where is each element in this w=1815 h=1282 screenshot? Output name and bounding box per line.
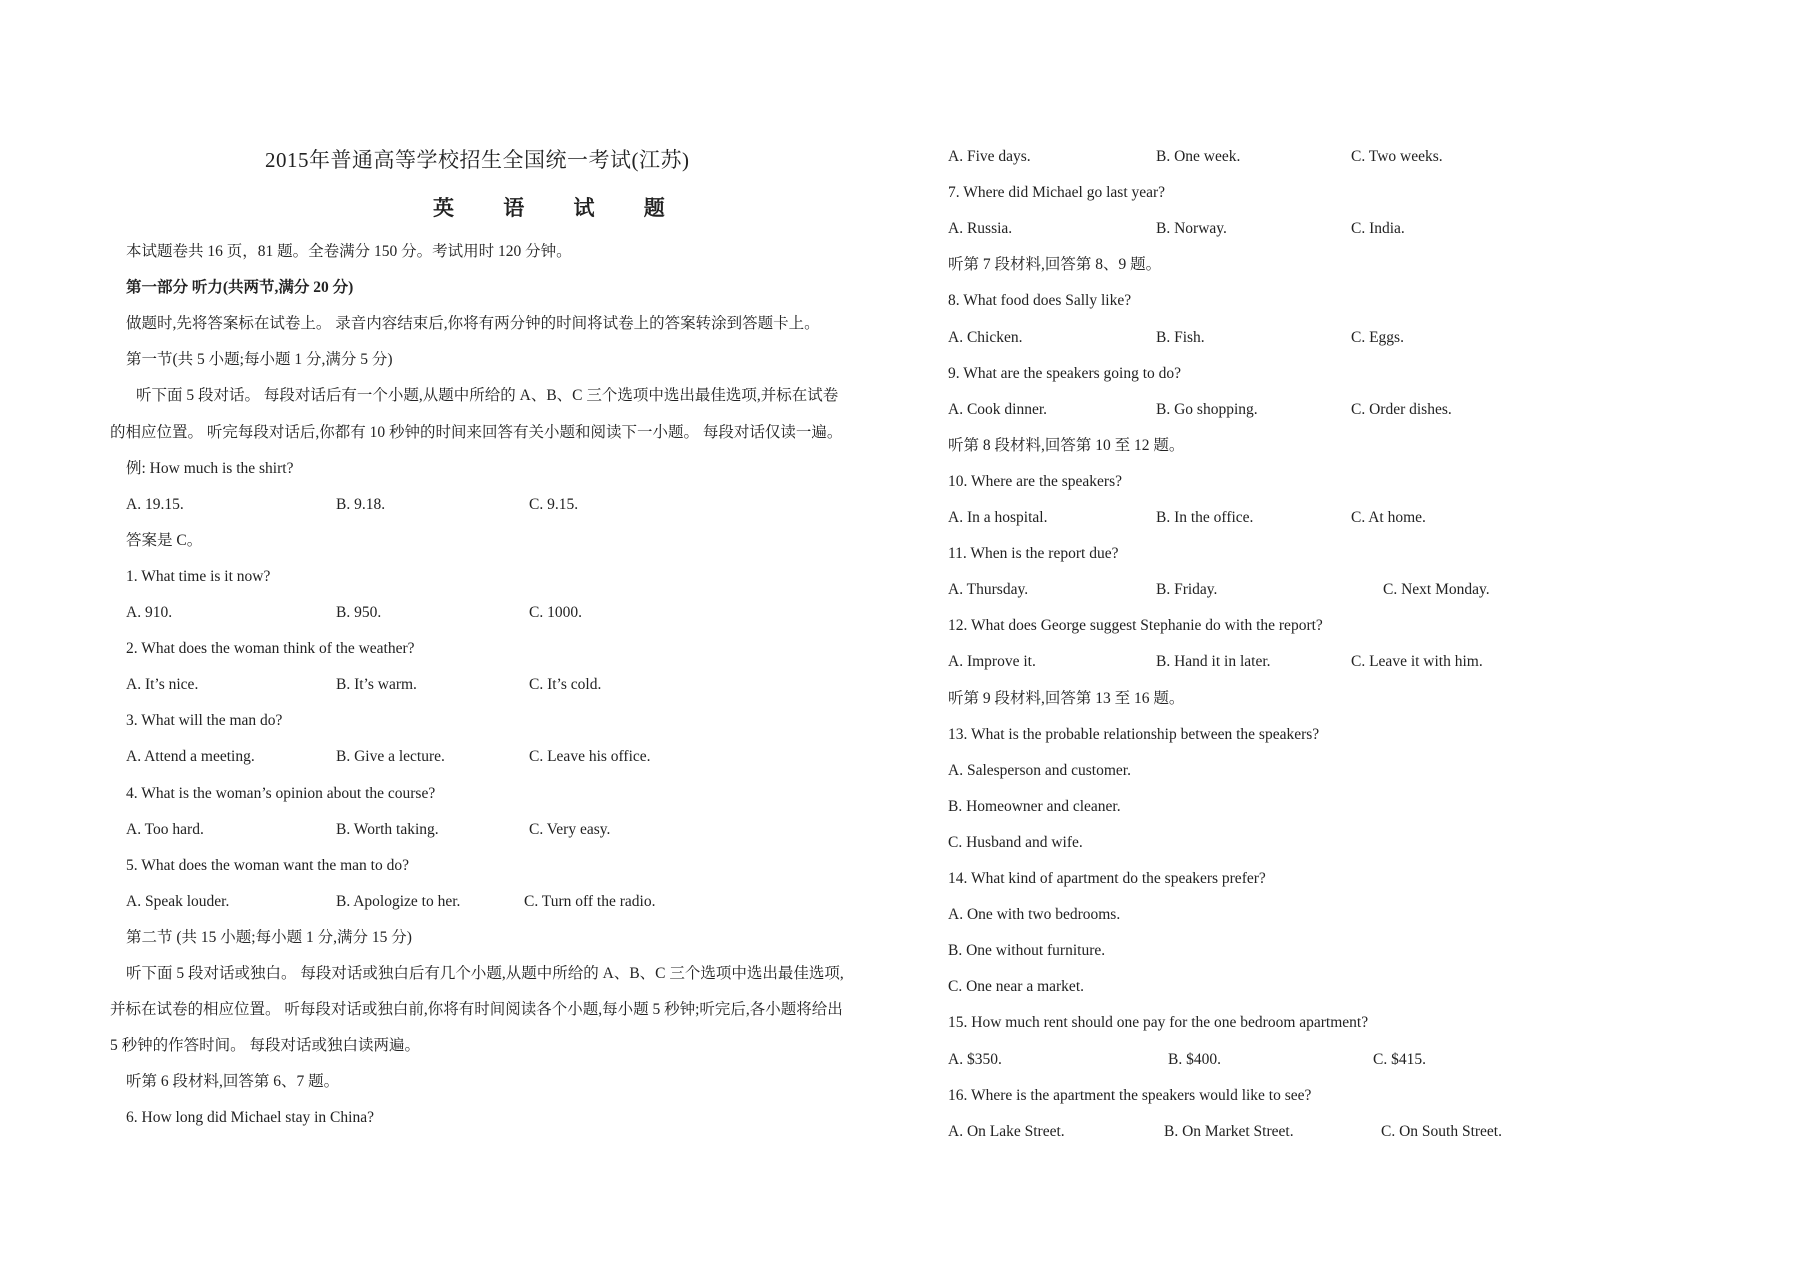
exam-title: 2015年普通高等学校招生全国统一考试(江苏) — [265, 148, 690, 172]
answer-options — [126, 675, 926, 695]
option-c: C. Turn off the radio. — [524, 892, 656, 910]
option-a: A. 19.15. — [126, 495, 184, 513]
instruction-text: 听下面 5 段对话或独白。 每段对话或独白后有几个小题,从题中所给的 A、B、C 三个选项中选出最佳选项, — [126, 965, 844, 982]
option-a: A. Too hard. — [126, 820, 204, 838]
question-text: 10. Where are the speakers? — [948, 472, 1122, 490]
question-text: 2. What does the woman think of the weather? — [126, 640, 415, 658]
answer-options — [948, 219, 1748, 239]
option-a: A. Speak louder. — [126, 892, 230, 910]
option-a: A. Five days. — [948, 148, 1031, 165]
question-text: 16. Where is the apartment the speakers would like to see? — [948, 1086, 1312, 1104]
answer-options — [948, 400, 1748, 420]
option-c: C. Order dishes. — [1351, 400, 1452, 418]
option-b: B. Norway. — [1156, 220, 1227, 238]
instruction-text: 第一部分 听力(共两节,满分 20 分) — [126, 279, 354, 297]
answer-options — [948, 147, 1748, 167]
answer-options — [948, 1122, 1748, 1142]
option-a: A. On Lake Street. — [948, 1122, 1065, 1140]
option-b: B. Apologize to her. — [336, 892, 461, 910]
option-b: B. It’s warm. — [336, 676, 417, 694]
instruction-text: 本试题卷共 16 页，81 题。全卷满分 150 分。考试用时 120 分钟。 — [126, 243, 572, 260]
option-c: C. Very easy. — [529, 820, 611, 838]
answer-options — [126, 820, 926, 840]
option-a: A. Improve it. — [948, 653, 1036, 671]
answer-options — [126, 495, 926, 515]
option-b: B. 950. — [336, 604, 382, 621]
option-c: C. Leave it with him. — [1351, 653, 1483, 671]
question-text: 4. What is the woman’s opinion about the course? — [126, 784, 436, 802]
answer-options — [126, 603, 926, 623]
answer-options — [126, 747, 926, 767]
option-b: B. In the office. — [1156, 509, 1254, 526]
instruction-text: 听第 7 段材料,回答第 8、9 题。 — [948, 256, 1162, 274]
option-a: A. It’s nice. — [126, 676, 199, 694]
instruction-text: 并标在试卷的相应位置。 听每段对话或独白前,你将有时间阅读各个小题,每小题 5 秒钟;听完后,各小题将给出 — [110, 1001, 843, 1019]
option-b: B. Worth taking. — [336, 820, 439, 838]
option-c: C. Leave his office. — [529, 748, 651, 766]
question-text: 13. What is the probable relationship between the speakers? — [948, 725, 1320, 743]
option-c: C. It’s cold. — [529, 676, 602, 694]
option-c: C. At home. — [1351, 509, 1426, 526]
instruction-text: 第二节 (共 15 小题;每小题 1 分,满分 15 分) — [126, 928, 412, 946]
option-c: C. Two weeks. — [1351, 148, 1443, 165]
instruction-text: 的相应位置。 听完每段对话后,你都有 10 秒钟的时间来回答有关小题和阅读下一小题。 每段对话仅读一遍。 — [110, 423, 843, 441]
instruction-text: 听第 6 段材料,回答第 6、7 题。 — [126, 1073, 340, 1091]
question-text: 14. What kind of apartment do the speakers prefer? — [948, 870, 1266, 887]
question-text: 7. Where did Michael go last year? — [948, 184, 1166, 202]
question-text: 15. How much rent should one pay for the one bedroom apartment? — [948, 1014, 1369, 1032]
answer-options — [948, 652, 1748, 672]
option-text: C. One near a market. — [948, 978, 1084, 996]
instruction-text: 第一节(共 5 小题;每小题 1 分,满分 5 分) — [126, 351, 393, 369]
instruction-text: 听第 8 段材料,回答第 10 至 12 题。 — [948, 436, 1185, 454]
instruction-text: 5 秒钟的作答时间。 每段对话或独白读两遍。 — [110, 1037, 421, 1055]
option-a: A. Thursday. — [948, 581, 1029, 599]
option-b: B. Fish. — [1156, 328, 1205, 346]
question-text: 11. When is the report due? — [948, 545, 1119, 563]
question-text: 12. What does George suggest Stephanie do with the report? — [948, 617, 1323, 635]
option-c: C. Next Monday. — [1383, 581, 1490, 599]
option-b: B. On Market Street. — [1164, 1122, 1294, 1140]
option-b: B. 9.18. — [336, 495, 386, 513]
option-text: C. Husband and wife. — [948, 833, 1083, 851]
option-b: B. One week. — [1156, 148, 1241, 165]
instruction-text: 做题时,先将答案标在试卷上。 录音内容结束后,你将有两分钟的时间将试卷上的答案转涂到答题卡上。 — [126, 315, 820, 333]
answer-options — [948, 508, 1748, 528]
option-a: A. Chicken. — [948, 328, 1023, 346]
answer-options — [948, 328, 1748, 348]
question-text: 3. What will the man do? — [126, 712, 283, 730]
option-text: B. Homeowner and cleaner. — [948, 797, 1121, 815]
instruction-text: 听第 9 段材料,回答第 13 至 16 题。 — [948, 689, 1185, 707]
instruction-text: 听下面 5 段对话。 每段对话后有一个小题,从题中所给的 A、B、C 三个选项中选出最佳选项,并标在试卷 — [136, 387, 839, 405]
question-text: 5. What does the woman want the man to do? — [126, 856, 409, 874]
option-b: B. Go shopping. — [1156, 400, 1258, 418]
answer-options — [948, 580, 1748, 600]
option-text: B. One without furniture. — [948, 942, 1106, 960]
option-b: B. Hand it in later. — [1156, 653, 1271, 671]
option-text: A. Salesperson and customer. — [948, 761, 1131, 779]
question-text: 8. What food does Sally like? — [948, 292, 1132, 310]
option-c: C. Eggs. — [1351, 328, 1404, 346]
option-a: A. Attend a meeting. — [126, 748, 255, 766]
option-c: C. India. — [1351, 220, 1405, 238]
answer-options — [948, 1050, 1748, 1070]
exam-subtitle: 英 语 试 题 — [433, 196, 687, 220]
option-a: A. In a hospital. — [948, 509, 1048, 526]
option-a: A. $350. — [948, 1050, 1002, 1068]
option-c: C. 1000. — [529, 604, 582, 621]
question-text: 1. What time is it now? — [126, 567, 271, 585]
option-text: A. One with two bedrooms. — [948, 906, 1121, 924]
option-c: C. 9.15. — [529, 495, 579, 513]
option-b: B. Friday. — [1156, 581, 1218, 599]
option-c: C. $415. — [1373, 1050, 1426, 1068]
option-a: A. Cook dinner. — [948, 400, 1048, 418]
instruction-text: 例: How much is the shirt? — [126, 459, 294, 477]
option-b: B. Give a lecture. — [336, 748, 445, 766]
option-b: B. $400. — [1168, 1050, 1221, 1068]
question-text: 6. How long did Michael stay in China? — [126, 1109, 374, 1127]
instruction-text: 答案是 C。 — [126, 531, 203, 549]
answer-options — [126, 892, 926, 912]
option-a: A. Russia. — [948, 220, 1013, 238]
question-text: 9. What are the speakers going to do? — [948, 364, 1181, 382]
option-a: A. 910. — [126, 604, 173, 621]
option-c: C. On South Street. — [1381, 1122, 1502, 1140]
